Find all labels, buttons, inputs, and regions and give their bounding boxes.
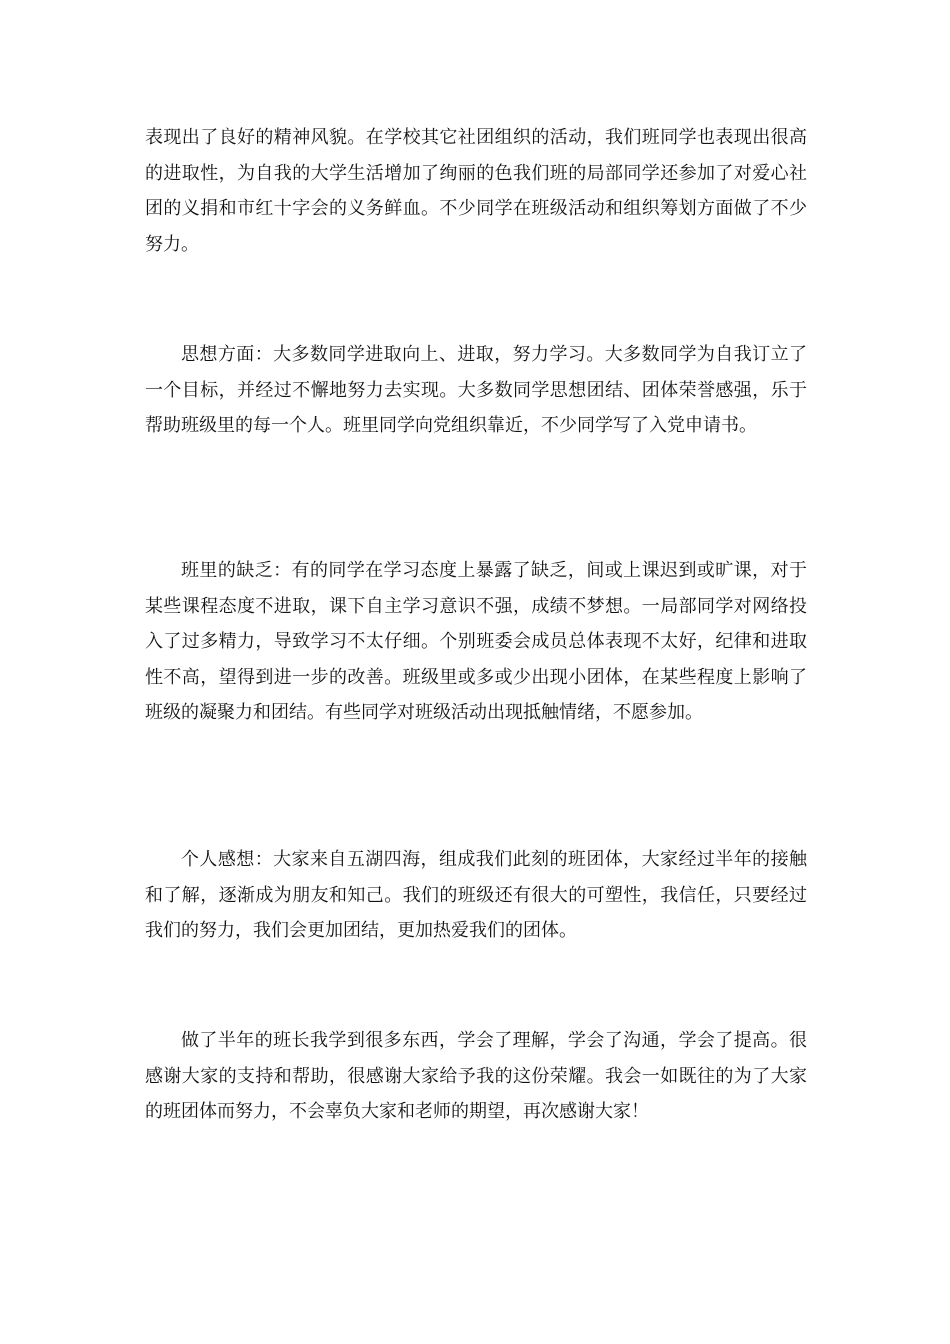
paragraph-continuation: 表现出了良好的精神风貌。在学校其它社团组织的活动，我们班同学也表现出很高的进取性，为自我的大学生活增加了绚丽的色我们班的局部同学还参加了对爱心社团的义捐和市红十字会的义务鲜血。不少同学在班级活动和组织筹划方面做了不少努力。 bbox=[145, 127, 807, 255]
paragraph-shortcomings: 班里的缺乏：有的同学在学习态度上暴露了缺乏，间或上课迟到或旷课，对于某些课程态度不进取，课下自主学习意识不强，成绩不梦想。一局部同学对网络投入了过多精力，导致学习不太仔细。个别班委会成员总体表现不太好，纪律和进取性不高，望得到进一步的改善。班级里或多或少出现小团体，在某些程度上影响了班级的凝聚力和团结。有些同学对班级活动出现抵触情绪，不愿参加。 bbox=[145, 560, 807, 723]
paragraph-thoughts: 思想方面：大多数同学进取向上、进取，努力学习。大多数同学为自我订立了一个目标，并经过不懈地努力去实现。大多数同学思想团结、团体荣誉感强，乐于帮助班级里的每一个人。班里同学向党组织靠近，不少同学写了入党申请书。 bbox=[145, 344, 807, 436]
paragraph-closing: 做了半年的班长我学到很多东西，学会了理解，学会了沟通，学会了提高。很感谢大家的支持和帮助，很感谢大家给予我的这份荣耀。我会一如既往的为了大家的班团体而努力，不会辜负大家和老师的期望，再次感谢大家！ bbox=[145, 1030, 807, 1122]
paragraph-personal-feelings: 个人感想：大家来自五湖四海，组成我们此刻的班团体，大家经过半年的接触和了解，逐渐成为朋友和知己。我们的班级还有很大的可塑性，我信任，只要经过我们的努力，我们会更加团结，更加热爱我们的团体。 bbox=[145, 849, 807, 941]
